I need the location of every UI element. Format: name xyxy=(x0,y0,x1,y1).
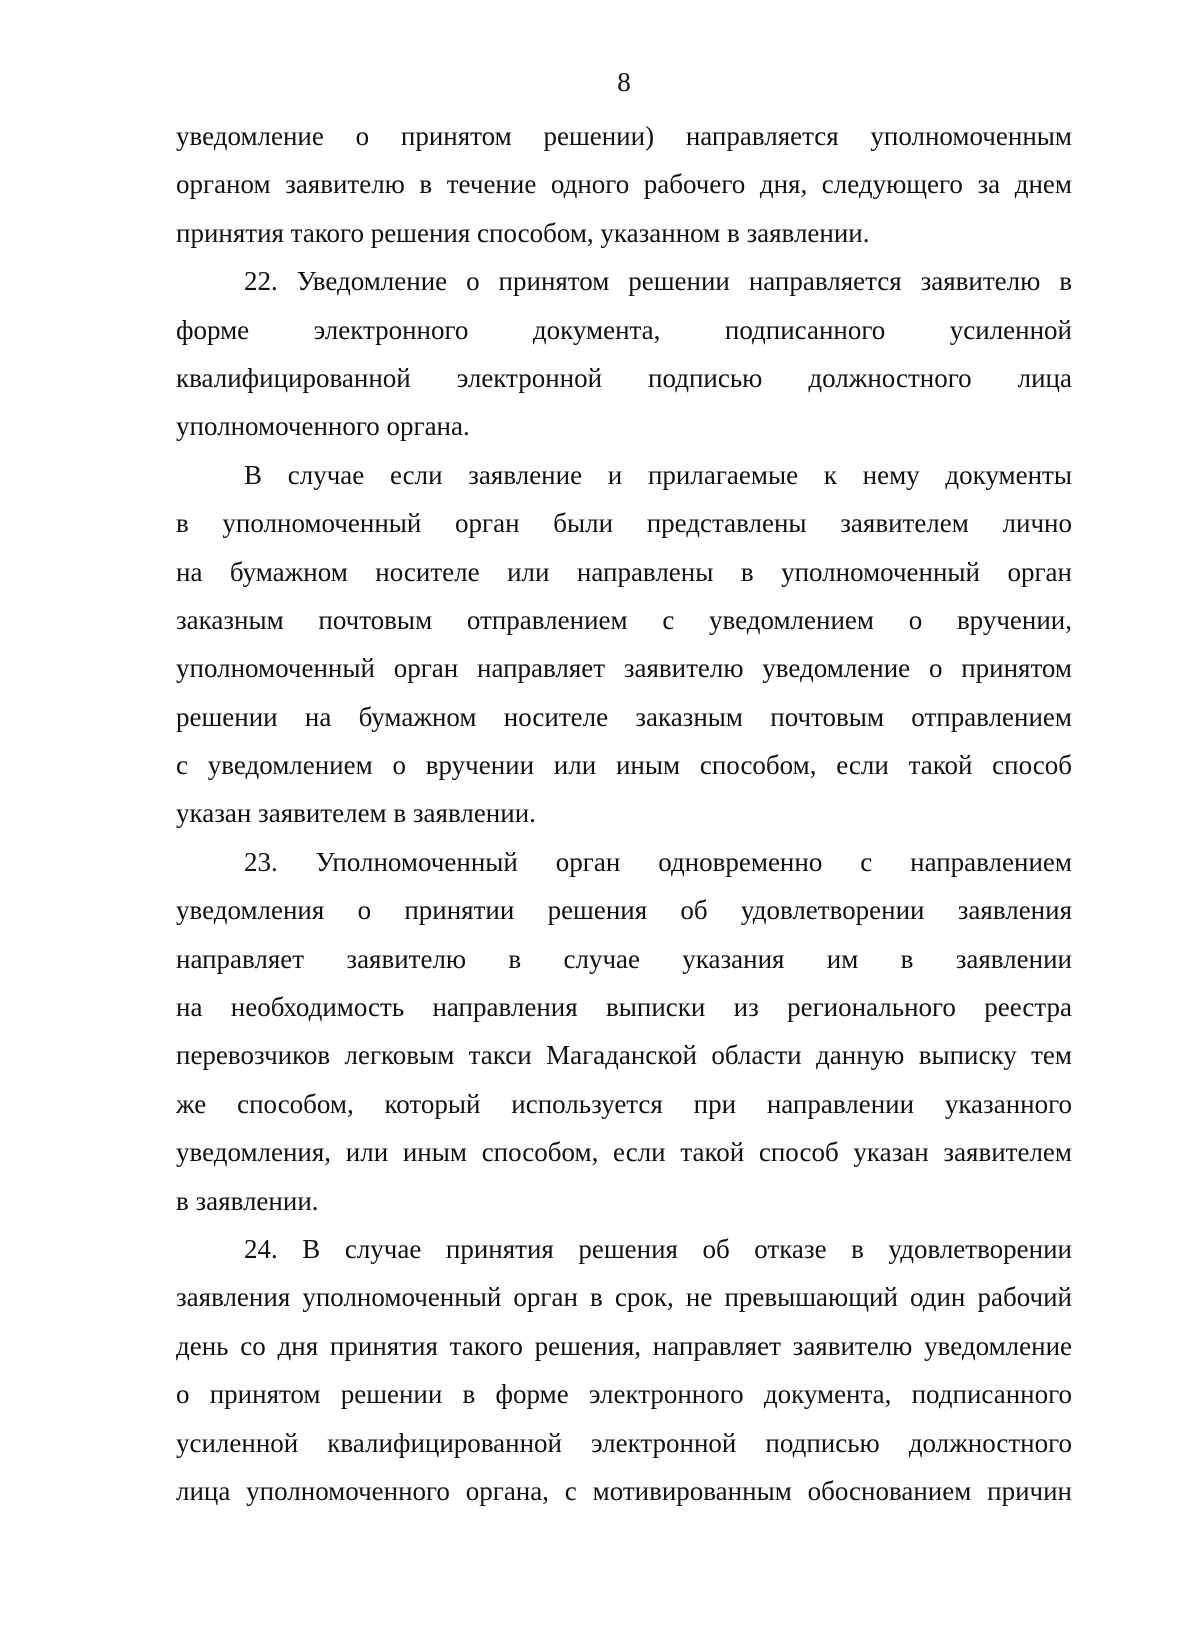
text-line: В случае если заявление и прилагаемые к нему документы xyxy=(244,459,1072,490)
paragraph-paper-case xyxy=(176,451,1072,838)
text-line: уведомление о принятом решении) направляется уполномоченным xyxy=(176,121,1072,151)
text-line: перевозчиков легковым такси Магаданской области данную выписку тем xyxy=(176,1040,1072,1071)
paragraph-22 xyxy=(176,257,1072,451)
text-line: о принятом решении в форме электронного документа, подписанного xyxy=(176,1379,1072,1410)
text-line: в заявлении. xyxy=(176,1185,319,1216)
text-line: на бумажном носителе или направлены в уполномоченный орган xyxy=(176,556,1072,587)
text-line: заказным почтовым отправлением с уведомлением о вручении, xyxy=(176,604,1072,635)
text-line: с уведомлением о вручении или иным способом, если такой способ xyxy=(176,750,1072,781)
text-line: 24. В случае принятия решения об отказе в удовлетворении xyxy=(244,1233,1072,1264)
document-body xyxy=(176,112,1072,1515)
paragraph-24 xyxy=(176,1225,1072,1515)
text-line: усиленной квалифицированной электронной подписью должностного xyxy=(176,1427,1072,1458)
text-line: органом заявителю в течение одного рабочего дня, следующего за днем xyxy=(176,169,1072,200)
text-line: заявления уполномоченный орган в срок, не превышающий один рабочий xyxy=(176,1282,1072,1313)
text-line: направляет заявителю в случае указания им в заявлении xyxy=(176,943,1072,974)
text-line: уведомления, или иным способом, если такой способ указан заявителем xyxy=(176,1137,1072,1168)
text-line: указан заявителем в заявлении. xyxy=(176,798,536,829)
text-line: на необходимость направления выписки из регионального реестра xyxy=(176,992,1072,1023)
text-line: решении на бумажном носителе заказным почтовым отправлением xyxy=(176,701,1072,732)
text-line: же способом, который используется при направлении указанного xyxy=(176,1088,1072,1119)
page-number: 8 xyxy=(617,67,631,97)
text-line: уведомления о принятии решения об удовлетворении заявления xyxy=(176,895,1072,926)
text-line: форме электронного документа, подписанного усиленной xyxy=(176,314,1072,345)
paragraph-continuation xyxy=(176,112,1072,257)
text-line: 22. Уведомление о принятом решении направляется заявителю в xyxy=(244,266,1072,297)
text-line: принятия такого решения способом, указанном в заявлении. xyxy=(176,217,870,248)
text-line: 23. Уполномоченный орган одновременно с направлением xyxy=(244,846,1072,877)
text-line: уполномоченного органа. xyxy=(176,411,470,442)
text-line: день со дня принятия такого решения, направляет заявителю уведомление xyxy=(176,1330,1072,1361)
text-line: уполномоченный орган направляет заявителю уведомление о принятом xyxy=(176,653,1072,684)
text-line: лица уполномоченного органа, с мотивированным обоснованием причин xyxy=(176,1475,1072,1506)
text-line: квалифицированной электронной подписью должностного лица xyxy=(176,362,1072,393)
paragraph-23 xyxy=(176,838,1072,1225)
text-line: в уполномоченный орган были представлены заявителем лично xyxy=(176,508,1072,539)
